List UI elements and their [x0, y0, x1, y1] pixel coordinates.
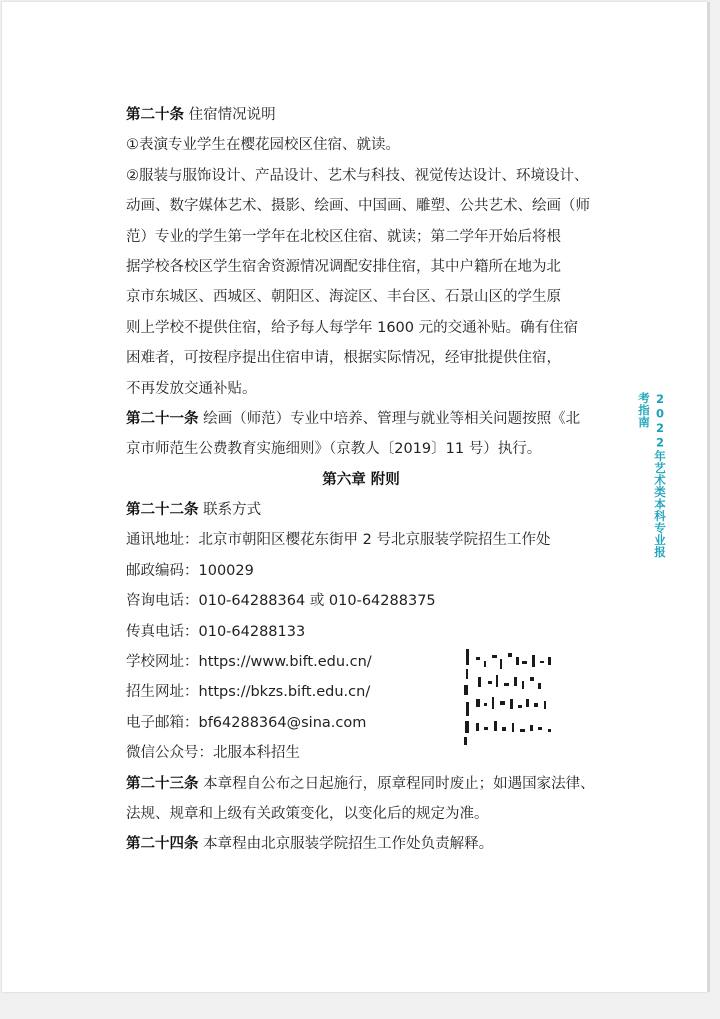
article-21-text: 绘画（师范）专业中培养、管理与就业等相关问题按照《北 — [198, 410, 581, 427]
article-20-line: 据学校各校区学生宿舍资源情况调配安排住宿，其中户籍所在地为北 — [126, 258, 561, 275]
article-20-line: 范）专业的学生第一学年在北校区住宿、就读；第二学年开始后将根 — [126, 228, 561, 245]
contact-fax: 传真电话：010-64288133 — [126, 623, 306, 640]
contact-school-website: 学校网址：https://www.bift.edu.cn/ — [126, 654, 372, 671]
contact-wechat: 微信公众号：北服本科招生 — [126, 745, 300, 762]
article-22-title: 联系方式 — [198, 502, 262, 519]
article-23-text: 本章程自公布之日起施行，原章程同时废止；如遇国家法律、 — [198, 775, 595, 792]
article-20-number: 第二十条 — [126, 107, 184, 123]
article-20-heading-line — [126, 100, 596, 130]
page-edge — [707, 2, 710, 992]
article-24-line — [126, 829, 596, 859]
article-24-number: 第二十四条 — [126, 836, 199, 853]
article-20-line: 京市东城区、西城区、朝阳区、海淀区、丰台区、石景山区的学生原 — [126, 289, 561, 306]
article-21-line-1 — [126, 404, 596, 434]
contact-admissions-website: 招生网址：https://bkzs.bift.edu.cn/ — [126, 684, 371, 701]
contact-address: 通讯地址：北京市朝阳区樱花东街甲 2 号北京服装学院招生工作处 — [126, 532, 551, 549]
article-23-line-1 — [126, 769, 596, 799]
contact-email: 电子邮箱：bf64288364@sina.com — [126, 714, 367, 731]
article-23-line-2: 法规、规章和上级有关政策变化，以变化后的规定为准。 — [126, 805, 489, 822]
qr-code-image — [462, 647, 558, 747]
article-20-line: 困难者，可按程序提出住宿申请，根据实际情况，经审批提供住宿， — [126, 350, 561, 367]
article-20-line: 则上学校不提供住宿，给予每人每学年 1600 元的交通补贴。确有住宿 — [126, 319, 579, 336]
article-21-number: 第二十一条 — [126, 410, 199, 427]
article-20-title: 住宿情况说明 — [184, 107, 276, 123]
contact-phone: 咨询电话：010-64288364 或 010-64288375 — [126, 593, 436, 610]
contact-postcode: 邮政编码：100029 — [126, 562, 254, 579]
article-22-number: 第二十二条 — [126, 502, 199, 519]
guide-side-label: 2022年艺术类本科专业报考指南 — [637, 392, 667, 558]
article-24-text: 本章程由北京服装学院招生工作处负责解释。 — [198, 836, 494, 853]
article-22-heading-line — [126, 495, 596, 525]
article-20-line: ①表演专业学生在樱花园校区住宿、就读。 — [126, 137, 400, 154]
article-21-line-2: 京市师范生公费教育实施细则》（京教人〔2019〕11 号）执行。 — [126, 441, 542, 458]
article-20-line: 动画、数字媒体艺术、摄影、绘画、中国画、雕塑、公共艺术、绘画（师 — [126, 198, 590, 215]
document-page — [2, 2, 707, 992]
chapter-6-title: 第六章 附则 — [322, 471, 400, 488]
article-20-line: ②服装与服饰设计、产品设计、艺术与科技、视觉传达设计、环境设计、 — [126, 167, 589, 184]
article-20-line: 不再发放交通补贴。 — [126, 380, 257, 397]
article-23-number: 第二十三条 — [126, 775, 199, 792]
